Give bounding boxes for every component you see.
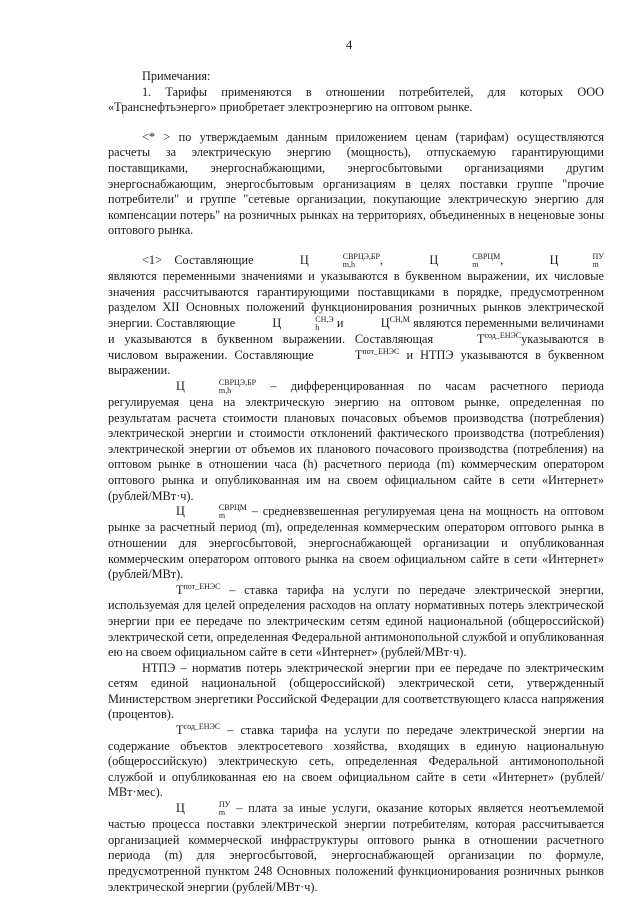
symbol-price-energy: Ц СВРЦЭ,БР m,h — [299, 252, 380, 270]
symbol-price-energy-def: Ц СВРЦЭ,БР m,h — [176, 378, 257, 396]
components-text-b: являются переменными величинами и указываются в буквенном выражении. Составляющая — [108, 315, 605, 347]
definition-capacity-price-text: – средневзвешенная регулируемая цена на мощность на оптовом рынке за расчетный период (m), определенная коммерческим оператором оптового рынка в отношении для энергосбытовой, энергоснабжающей организации и опубликованная коммерческим оператором оптового рынка на своем официальном сайте в сети «Интернет» (рублей/МВт). — [108, 504, 604, 582]
note-1-paragraph: 1. Тарифы применяются в отношении потребителей, для которых ООО «Транснефтьэнерго» приобретает электроэнергию на оптовом рынке. — [108, 84, 604, 115]
definition-energy-price — [108, 379, 604, 504]
page-number: 4 — [346, 38, 353, 52]
definition-services-fee — [108, 801, 604, 895]
note-star-paragraph: <* > по утверждаемым данным приложением ценам (тарифам) осуществляются расчеты за электрическую энергию (мощность), отпускаемую гарантирующими поставщиками, энергоснабжающими, энергосбытовыми организациями другим энергоснабжающим, энергосбытовым организациям в целях поставки группе "прочие потребители" и группе "сетевые организации, покупающие электрическую энергию для компенсации потерь" на розничных рынках на территориях, объединенных в неценовые зоны оптового рынка. — [108, 129, 604, 238]
note-components-paragraph: <1> Составляющие Ц СВРЦЭ,БР m,h , Ц СВРЦМ m , Ц ПУ m являются переменными значениями и указываются в буквенном выражении, их числовые значения рассчитываются гарантирующими поставщиками в порядке, предусмотренном разделом XII Основных положений функционирования розничных рынков электрической энергии. Составляющие Ц СН,Э h и $Ц^{СН,М}$ являются переменными величинами и указываются в буквенном выражении. Составляющая $Т^{сод\_ЕНЭС}указываются$ в числовом выражении. Составляющие $Т^{пот\_ЕНЭС}$ и НТПЭ указываются в буквенном выражении. — [108, 252, 605, 378]
components-text-c: указываются в числовом выражении. Составляющие — [108, 332, 604, 362]
symbol-price-services: Ц ПУ m — [549, 252, 604, 270]
components-text-a: являются переменными значениями и указываются в буквенном выражении, их числовые значения рассчитываются гарантирующими поставщиками в порядке, предусмотренном разделом XII Основных положений функционирования розничных рынков электрической энергии. Составляющие — [108, 269, 604, 330]
definition-services-fee-text: – плата за иные услуги, оказание которых является неотъемлемой частью процесса поставки электрической энергии потребителям, которая рассчитывается организацией коммерческой инфраструктуры оптового рынка в отношении расчетного периода (m) для энергосбытовой, энергоснабжающей организации по формуле, предусмотренной пунктом 248 Основных положений функционирования розничных рынков электрической энергии (рублей/МВт·ч). — [108, 801, 604, 894]
notes-heading: Примечания: — [142, 69, 211, 83]
symbol-price-capacity-def: Ц СВРЦМ m — [176, 503, 247, 521]
definition-capacity-price — [108, 504, 604, 583]
symbol-price-sn-energy: Ц СН,Э h — [272, 315, 334, 333]
symbol-price-sn-capacity: $Ц^{СН,М}$ — [380, 314, 410, 330]
components-lead: <1> Составляющие — [142, 252, 254, 267]
symbol-price-capacity: Ц СВРЦМ m — [429, 252, 501, 270]
definition-losses-tariff — [108, 583, 604, 661]
definition-energy-price-text: – дифференцированная по часам расчетного периода регулируемая цена на электрическую энергию на оптовом рынке, определенная по результатам расчета стоимости плановых почасовых объемов производства (потребления) электрической энергии и стоимости отклонений фактического производства (потребления) электрической энергии от объемов их планового почасового производства (потребления) на оптовом рынке в отношении часа (h) расчетного периода (m) коммерческим оператором оптового рынка и опубликованная им на своем официальном сайте в сети «Интернет» (рублей/МВт·ч). — [108, 378, 604, 503]
components-text-d: и НТПЭ указываются в буквенном выражении. — [108, 347, 604, 378]
components-conj: и — [336, 315, 344, 330]
definition-loss-norm: НТПЭ – норматив потерь электрической энергии при ее передаче по электрическим сетям единой национальной (общероссийской) электрической сети, утвержденный Министерством энергетики Российской Федерации для соответствующего класса напряжения (процентов). — [108, 660, 604, 722]
definition-maintenance-tariff-text: – ставка тарифа на услуги по передаче электрической энергии на содержание объектов электросетевого хозяйства, входящих в единую национальную (общероссийскую) электрическую сеть, определенная Федеральной антимонопольной службой и опубликованная ею на своем официальном сайте в сети «Интернет» (рублей/МВт·мес). — [108, 723, 604, 800]
symbol-tariff-maintenance: $Т^{сод\_ЕНЭС}$ — [476, 330, 522, 347]
symbol-tariff-losses-def: $Т^{пот\_ЕНЭС}$ — [176, 581, 221, 597]
definition-maintenance-tariff — [108, 723, 604, 801]
definition-losses-tariff-text: – ставка тарифа на услуги по передаче электрической энергии, используемая для целей определения расходов на оплату нормативных потерь электрической энергии при ее передаче по электрическим сетям единой национальной (общероссийской) электрической сети, определенная Федеральной антимонопольной службой и опубликованная ею на своем официальном сайте в сети «Интернет» (рублей/МВт·ч). — [108, 582, 604, 660]
symbol-tariff-maintenance-def: $Т^{сод\_ЕНЭС}$ — [176, 721, 221, 738]
symbol-tariff-losses: $Т^{пот\_ЕНЭС}$ — [354, 346, 400, 362]
symbol-price-services-def: Ц ПУ m — [176, 800, 231, 818]
